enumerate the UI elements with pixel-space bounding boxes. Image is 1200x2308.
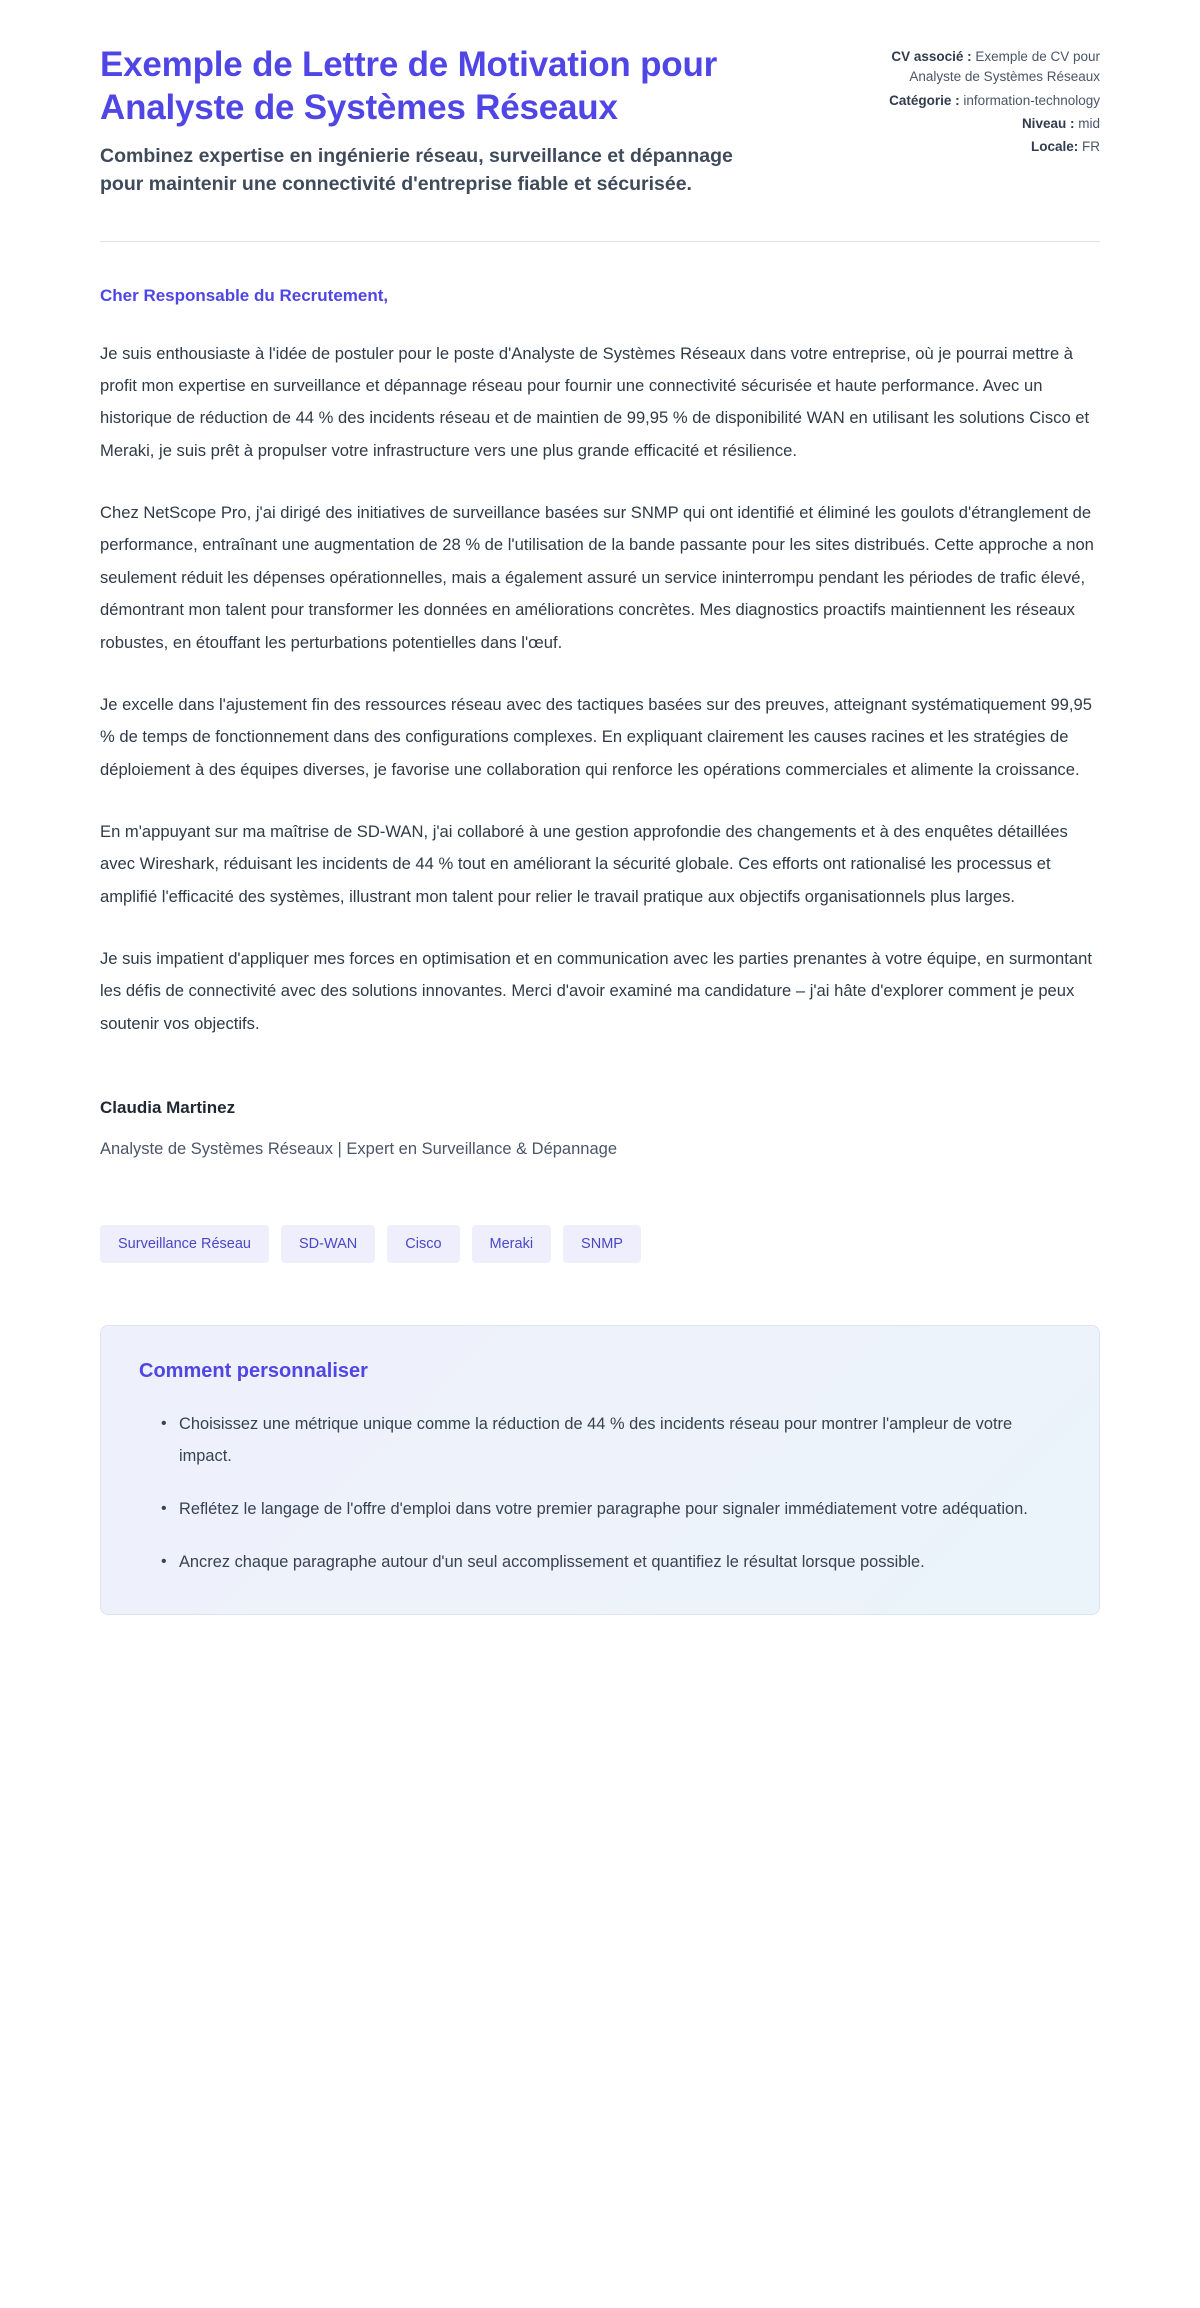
metadata-value: information-technology — [963, 92, 1100, 108]
letter-body — [100, 242, 1100, 1159]
metadata-label: CV associé : — [891, 49, 972, 64]
skill-tag[interactable]: Meraki — [472, 1225, 552, 1264]
letter-greeting: Cher Responsable du Recrutement, — [100, 285, 389, 305]
header-text-block — [100, 44, 830, 199]
metadata-row-related-cv — [870, 47, 1100, 88]
letter-paragraph: Je suis impatient d'appliquer mes forces en optimisation et en communication avec les parties prenantes à votre équipe, en surmontant les défis de connectivité avec des solutions innovantes. Merci d'avoir examiné ma candidature – j'ai hâte d'explorer comment je peux soutenir vos objectifs. — [100, 948, 1092, 1033]
callout-list-item: • Ancrez chaque paragraphe autour d'un seul accomplissement et quantifiez le résultat lorsque possible. — [161, 1547, 1061, 1578]
signature-role: Analyste de Systèmes Réseaux | Expert en Surveillance & Dépannage — [100, 1139, 617, 1158]
metadata-value: Exemple de CV pour Analyste de Systèmes Réseaux — [909, 49, 1100, 85]
document-metadata — [870, 44, 1100, 160]
skill-tag[interactable]: Surveillance Réseau — [100, 1225, 269, 1264]
letter-paragraph: En m'appuyant sur ma maîtrise de SD-WAN, j'ai collaboré à une gestion approfondie des changements et à des enquêtes détaillées avec Wireshark, réduisant les incidents de 44 % tout en améliorant la sécurité globale. Ces efforts ont rationalisé les processus et amplifié l'efficacité des systèmes, illustrant mon talent pour relier le travail pratique aux objectifs organisationnels plus larges. — [100, 821, 1068, 906]
page-title: Exemple de Lettre de Motivation pour Analyste de Systèmes Réseaux — [100, 45, 718, 127]
skill-tag[interactable]: Cisco — [387, 1225, 459, 1264]
skill-tag[interactable]: SD-WAN — [281, 1225, 375, 1264]
metadata-label: Catégorie : — [889, 92, 960, 108]
metadata-row-category — [870, 91, 1100, 111]
metadata-label: Niveau : — [1021, 115, 1075, 131]
page-header — [100, 44, 1100, 199]
metadata-row-level — [870, 114, 1100, 134]
skill-tag[interactable]: SNMP — [563, 1225, 641, 1264]
signature-name: Claudia Martinez — [100, 1097, 236, 1117]
letter-paragraph: Je excelle dans l'ajustement fin des ressources réseau avec des tactiques basées sur des preuves, atteignant systématiquement 99,95 % de temps de fonctionnement dans des configurations complexes. En expliquant clairement les causes racines et les stratégies de déploiement à des équipes diverses, je favorise une collaboration qui renforce les opérations commerciales et alimente la croissance. — [100, 694, 1092, 779]
signature-block — [100, 1098, 1100, 1159]
callout-title: Comment personnaliser — [139, 1360, 368, 1383]
letter-paragraph: Chez NetScope Pro, j'ai dirigé des initiatives de surveillance basées sur SNMP qui ont identifié et éliminé les goulots d'étranglement de performance, entraînant une augmentation de 28 % de l'utilisation de la bande passante pour les sites distribués. Cette approche a non seulement réduit les dépenses opérationnelles, mais a également assuré un service ininterrompu pendant les périodes de trafic élevé, démontrant mon talent pour transformer les données en améliorations concrètes. Mes diagnostics proactifs maintiennent les réseaux robustes, en étouffant les perturbations potentielles dans l'œuf. — [100, 503, 1094, 652]
callout-list-item: • Reflétez le langage de l'offre d'emploi dans votre premier paragraphe pour signaler immédiatement votre adéquation. — [161, 1494, 1061, 1525]
metadata-value: mid — [1078, 115, 1100, 131]
callout-list-item: • Choisissez une métrique unique comme la réduction de 44 % des incidents réseau pour montrer l'ampleur de votre impact. — [161, 1409, 1061, 1471]
letter-paragraph: Je suis enthousiaste à l'idée de postuler pour le poste d'Analyste de Systèmes Réseaux dans votre entreprise, où je pourrai mettre à profit mon expertise en surveillance et dépannage réseau pour fournir une connectivité sécurisée et haute performance. Avec un historique de réduction de 44 % des incidents réseau et de maintien de 99,95 % de disponibilité WAN en utilisant les solutions Cisco et Meraki, je suis prêt à propulser votre infrastructure vers une plus grande efficacité et résilience. — [100, 343, 1090, 460]
skill-tag-list — [100, 1225, 1100, 1264]
metadata-value: FR — [1082, 139, 1100, 154]
customization-callout — [100, 1325, 1100, 1615]
metadata-label: Locale: — [1030, 139, 1079, 154]
metadata-row-locale — [870, 137, 1100, 157]
callout-list — [139, 1409, 1061, 1578]
page-subtitle: Combinez expertise en ingénierie réseau, surveillance et dépannage pour maintenir une connectivité d'entreprise fiable et sécurisée. — [100, 145, 733, 196]
